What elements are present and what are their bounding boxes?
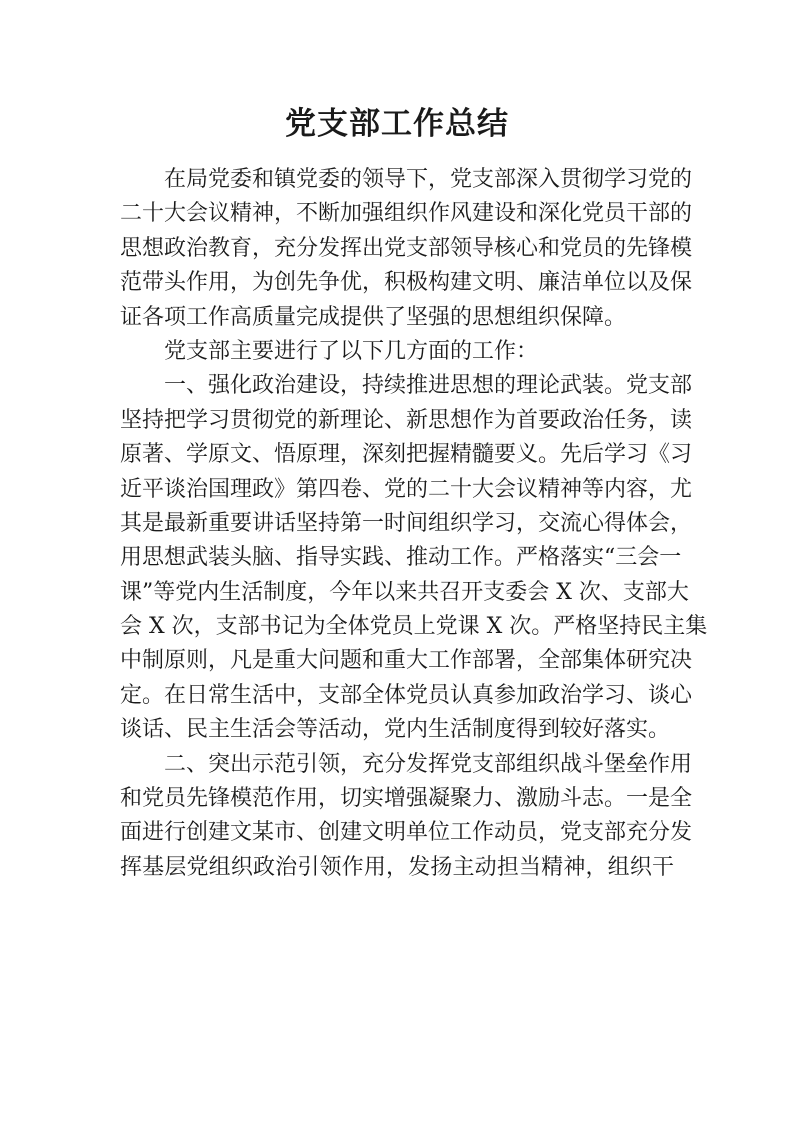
text-line: 范带头作用，为创先争优，积极构建文明、廉洁单位以及保 (120, 270, 693, 296)
text-line: 谈话、民主生活会等活动，党内生活制度得到较好落实。 (120, 717, 671, 743)
text-line: 课”等党内生活制度，今年以来共召开支委会 X 次、支部大 (120, 579, 689, 605)
text-line: 二十大会议精神，不断加强组织作风建设和深化党员干部的 (120, 201, 693, 227)
document-title: 党支部工作总结 (285, 106, 509, 142)
text-line: 原著、学原文、悟原理，深刻把握精髓要义。先后学习《习 (120, 442, 693, 468)
paragraph-section-one (120, 369, 708, 747)
text-line: 定。在日常生活中，支部全体党员认真参加政治学习、谈心 (120, 682, 693, 708)
text-line: 其是最新重要讲话坚持第一时间组织学习，交流心得体会， (120, 510, 693, 536)
text-line: 二、突出示范引领，充分发挥党支部组织战斗堡垒作用 (164, 751, 693, 777)
text-line: 挥基层党组织政治引领作用，发扬主动担当精神，组织干 (120, 854, 674, 880)
text-line: 思想政治教育，充分发挥出党支部领导核心和党员的先锋模 (120, 235, 693, 261)
text-line: 会 X 次，支部书记为全体党员上党课 X 次。严格坚持民主集 (120, 614, 708, 640)
text-line: 近平谈治国理政》第四卷、党的二十大会议精神等内容，尤 (120, 476, 693, 502)
text-line: 一、强化政治建设，持续推进思想的理论武装。党支部 (164, 373, 693, 399)
text-line: 面进行创建文某市、创建文明单位工作动员，党支部充分发 (120, 820, 693, 846)
text-line: 和党员先锋模范作用，切实增强凝聚力、激励斗志。一是全 (120, 786, 693, 812)
paragraph-intro (120, 163, 693, 335)
text-line: 党支部主要进行了以下几方面的工作： (164, 338, 539, 364)
paragraph-overview (120, 335, 674, 369)
text-line: 中制原则，凡是重大问题和重大工作部署，全部集体研究决 (120, 648, 693, 674)
text-line: 用思想武装头脑、指导实践、推动工作。严格落实“三会一 (120, 545, 682, 571)
paragraph-section-two (120, 748, 693, 886)
text-line: 证各项工作高质量完成提供了坚强的思想组织保障。 (120, 304, 627, 330)
text-line: 在局党委和镇党委的领导下，党支部深入贯彻学习党的 (164, 167, 693, 192)
document-body (120, 163, 708, 885)
text-line: 坚持把学习贯彻党的新理论、新思想作为首要政治任务，读 (120, 407, 693, 433)
